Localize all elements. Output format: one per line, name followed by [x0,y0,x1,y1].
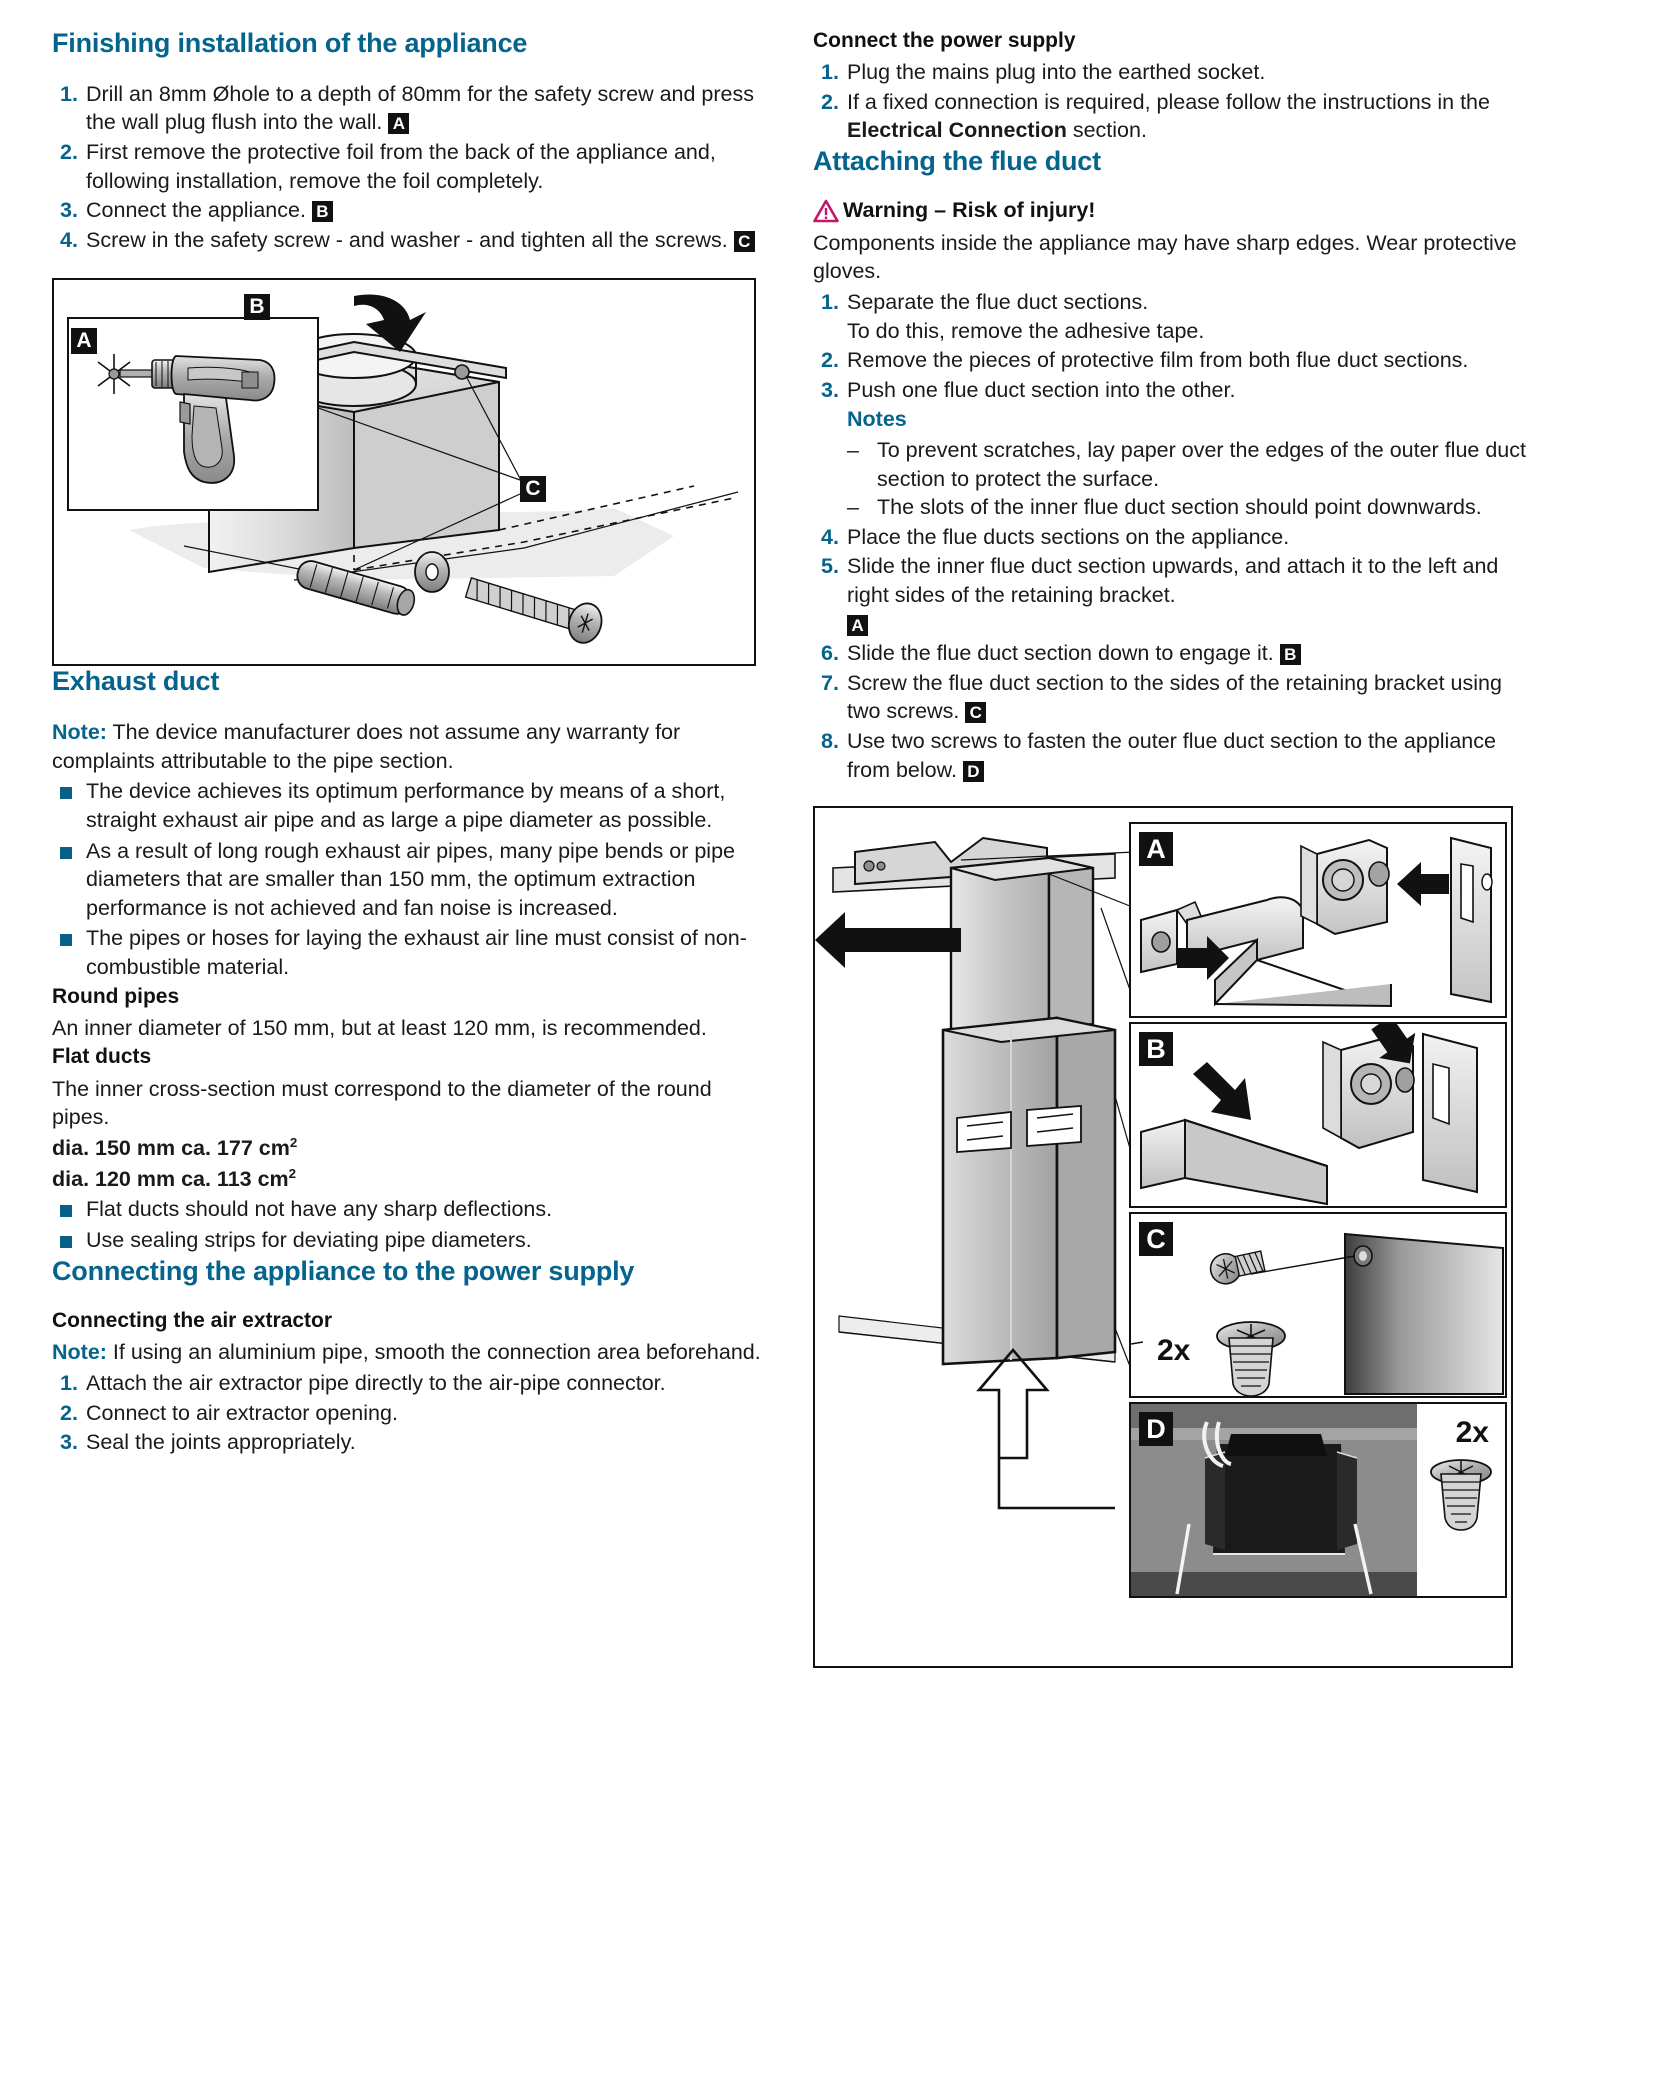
subpanel-tag-a: A [1139,832,1173,866]
figure-wall-mounting-svg [54,280,754,664]
step-number: 1. [821,60,839,85]
square-bullet-icon [52,1195,86,1224]
subpanel-tag-c: C [1139,1222,1173,1256]
electrical-connection-ref: Electrical Connection [847,118,1067,143]
dash-bullet-icon: – [847,495,859,520]
figure-tag-a: A [71,328,97,354]
quantity-label-d: 2x [1455,1416,1489,1450]
bullet-text: The device achieves its optimum performance by means of a short, straight exhaust air pipe and as large a pipe diameter as possible. [86,779,726,833]
list-item [847,493,1528,522]
step-text: Screw in the safety screw - and washer - and tighten all the screws. C [86,226,767,255]
list-item [52,80,767,137]
step-number: 2. [60,140,78,165]
step-number: 4. [821,524,839,549]
step-number: 2. [821,89,839,114]
subpanel-c [1129,1212,1507,1398]
list-item [52,1369,767,1398]
list-item [813,376,1528,522]
subpanel-d-svg [1131,1404,1505,1596]
step-text: If a fixed connection is required, please follow the instructions in the Electrical Connection section. [847,89,1490,143]
step-text: First remove the protective foil from the back of the appliance and, following installation, remove the foil completely. [86,140,716,193]
subpanel-a-svg [1131,824,1505,1016]
list-item [813,88,1528,145]
subpanel-tag-d: D [1139,1412,1173,1446]
step-text: Place the flue ducts sections on the appliance. [847,524,1290,549]
square-bullet-icon [52,1226,86,1255]
step-text: Screw the flue duct section to the sides of the retaining bracket using two screws. C [847,670,1502,724]
warning-block [813,198,1528,229]
step-number: 1. [60,1370,78,1395]
bullets-exhaust-performance [52,777,767,981]
list-item [52,226,767,255]
square-bullet-icon [52,924,86,981]
square-bullet-icon [52,777,86,834]
step-number: 2. [821,348,839,373]
list-item [813,669,1528,726]
heading-attaching-flue-duct: Attaching the flue duct [813,146,1101,177]
bullet-text: As a result of long rough exhaust air pipes, many pipe bends or pipe diameters that are smaller than 150 mm, the optimum extraction performance is not achieved and fan noise is increased. [86,838,735,920]
quantity-label-c: 2x [1157,1334,1191,1368]
step-text: Plug the mains plug into the earthed socket. [847,60,1266,85]
list-item [52,777,767,834]
square-bullet-icon [52,837,86,923]
dash-bullet-icon: – [847,438,859,463]
figure-wall-mounting [52,278,756,666]
step-number: 3. [60,198,78,223]
list-item [813,639,1528,668]
subpanel-c-svg [1131,1214,1505,1396]
marker-tag-c: C [734,231,755,252]
figure-tag-b: B [244,294,270,320]
list-item [52,1226,767,1255]
step-text: Slide the flue duct section down to engage it. B [847,639,1528,668]
steps-flue-duct-install [813,523,1528,784]
step-text: Use two screws to fasten the outer flue duct section to the appliance from below. D [847,728,1496,782]
note-text: The device manufacturer does not assume any warranty for complaints attributable to the pipe section. [52,720,681,773]
note-label: Note: [52,1340,107,1365]
marker-tag-d: D [963,761,984,782]
bullet-text: Use sealing strips for deviating pipe diameters. [86,1227,532,1252]
list-item [52,196,767,225]
warning-text: Components inside the appliance may have sharp edges. Wear protective gloves. [813,230,1517,284]
steps-finishing-installation [52,80,767,255]
step-text: Seal the joints appropriately. [86,1430,356,1455]
two-column-layout [52,28,1602,1668]
list-item [52,837,767,923]
bullet-text: Flat ducts should not have any sharp deflections. [86,1197,553,1222]
subpanel-b [1129,1022,1507,1208]
marker-tag-c: C [965,702,986,723]
heading-flat-ducts: Flat ducts [52,1045,152,1069]
step-text: Remove the pieces of protective film from both flue duct sections. [847,348,1469,373]
steps-air-extractor [52,1369,767,1457]
list-item [813,727,1528,784]
note-item-text: To prevent scratches, lay paper over the edges of the outer flue duct section to protect the surface. [877,438,1526,491]
dia-150-spec: dia. 150 mm ca. 177 $cm^2$ [52,1134,298,1160]
step-number: 3. [60,1430,78,1455]
step-text: Connect to air extractor opening. [86,1400,398,1425]
figure-flue-duct-assembly [813,806,1513,1668]
heading-connecting-air-extractor: Connecting the air extractor [52,1309,333,1333]
list-item [52,1428,767,1457]
bullet-text: The pipes or hoses for laying the exhaust air line must consist of non-combustible material. [86,926,747,980]
note-aluminium-pipe [52,1338,767,1367]
step-number: 8. [821,728,839,753]
list-item [52,924,767,981]
list-item [813,523,1528,552]
step-number: 6. [821,641,839,666]
subpanel-d [1129,1402,1507,1598]
step-number: 5. [821,554,839,579]
list-item [813,288,1528,345]
step-text: Separate the flue duct sections. To do this, remove the adhesive tape. [847,290,1205,343]
note-text: If using an aluminium pipe, smooth the connection area beforehand. [106,1340,761,1365]
heading-connect-power-supply: Connect the power supply [813,29,1076,52]
step-text: Attach the air extractor pipe directly to the air-pipe connector. [86,1370,666,1395]
list-item [52,1195,767,1224]
marker-tag-b: B [1280,644,1301,665]
list-item [813,58,1528,87]
heading-exhaust-duct: Exhaust duct [52,666,220,697]
text-flat-ducts: The inner cross-section must correspond to the diameter of the round pipes. [52,1076,712,1130]
list-item [52,1399,767,1428]
marker-tag-b: B [312,201,333,222]
step-text: Slide the inner flue duct section upwards, and attach it to the left and right sides of the retaining bracket. A [847,554,1499,635]
subpanel-a [1129,822,1507,1018]
marker-tag-a: A [847,615,868,636]
list-item [813,346,1528,375]
note-pipe-section [52,718,767,775]
subpanel-b-svg [1131,1024,1505,1206]
note-label: Note: [52,720,107,745]
subpanel-tag-b: B [1139,1032,1173,1066]
figure-tag-c: C [520,476,546,502]
step-text: Push one flue duct section into the other. Notes – To prevent scratches, lay paper over the edges of the outer flue duct section to protect the surface. – The slots of the inner flue duct section should point downwards. [847,376,1528,522]
text-round-pipes: An inner diameter of 150 mm, but at least 120 mm, is recommended. [52,1015,707,1040]
list-item [813,552,1528,638]
dia-120-spec: dia. 120 mm ca. 113 $cm^2$ [52,1165,297,1191]
notes-heading: Notes [847,407,907,432]
warning-triangle-icon [813,199,839,229]
bullets-flat-ducts [52,1195,767,1254]
right-column [813,28,1528,1668]
heading-connecting-power-supply: Connecting the appliance to the power supply [52,1256,635,1287]
note-item-text: The slots of the inner flue duct section should point downwards. [877,495,1482,520]
step-number: 1. [60,81,78,106]
heading-round-pipes: Round pipes [52,984,180,1008]
heading-finishing-installation: Finishing installation of the appliance [52,28,528,58]
step-text: Connect the appliance. B [86,196,767,225]
list-item [847,436,1528,493]
left-column [52,28,767,1458]
list-item [52,138,767,195]
step-number: 4. [60,227,78,252]
step-text-secondary: To do this, remove the adhesive tape. [847,318,1205,343]
steps-connect-power [813,58,1528,145]
marker-tag-a: A [388,113,409,134]
step-number: 3. [821,377,839,402]
notes-list [847,436,1528,522]
step-number: 7. [821,670,839,695]
step-number: 1. [821,290,839,315]
steps-flue-duct-prep [813,288,1528,522]
step-number: 2. [60,1400,78,1425]
warning-title: Warning – Risk of injury! [843,197,1096,222]
step-text: Drill an 8mm Øhole to a depth of 80mm for the safety screw and press the wall plug flush into the wall. A [86,81,754,135]
